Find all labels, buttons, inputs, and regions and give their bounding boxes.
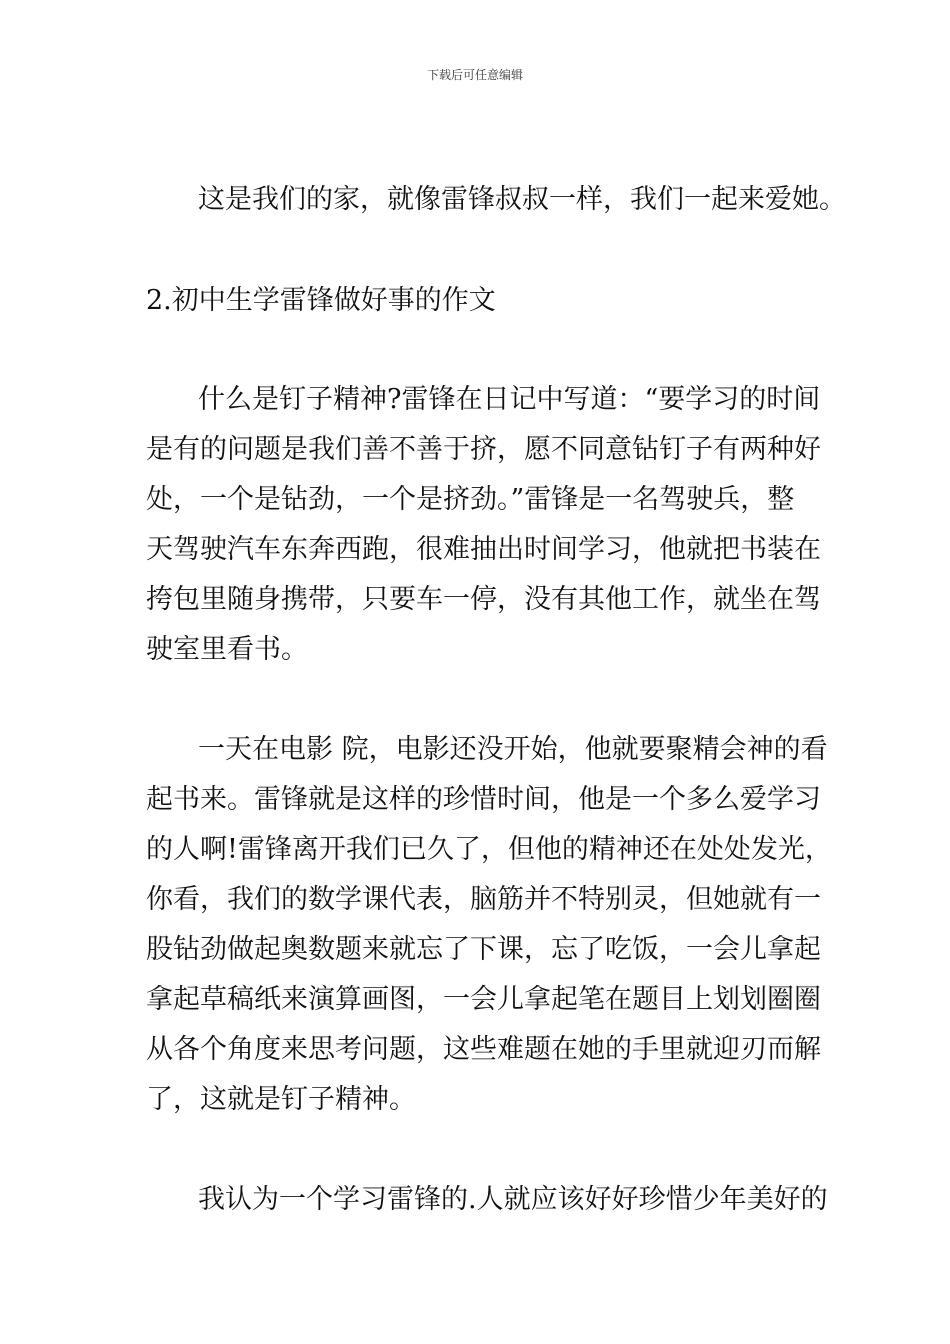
text-line: 驶室里看书。	[146, 634, 308, 665]
header-note: 下载后可任意编辑	[426, 68, 523, 82]
text-line: 是有的问题是我们善不善于挤，愿不同意钻钉子有两种好	[146, 434, 821, 465]
text-line: 拿起草稿纸来演算画图，一会儿拿起笔在题目上划划圈圈	[146, 984, 821, 1015]
text-line: 什么是钉子精神?雷锋在日记中写道：“要学习的时间	[198, 384, 821, 415]
section-heading: 2.初中生学雷锋做好事的作文	[146, 285, 496, 316]
text-line: 的人啊!雷锋离开我们已久了，但他的精神还在处处发光，	[146, 834, 832, 865]
text-line: 了，这就是钉子精神。	[146, 1084, 416, 1115]
text-line: 你看，我们的数学课代表，脑筋并不特别灵，但她就有一	[146, 884, 821, 915]
text-line: 我认为一个学习雷锋的.人就应该好好珍惜少年美好的	[198, 1184, 828, 1215]
text-line: 这是我们的家，就像雷锋叔叔一样，我们一起来爱她。	[198, 184, 846, 215]
text-line: 股钻劲做起奥数题来就忘了下课，忘了吃饭，一会儿拿起	[146, 934, 821, 965]
text-line: 处，一个是钻劲，一个是挤劲。”雷锋是一名驾驶兵，整	[146, 484, 795, 515]
text-line: 一天在电影 院，电影还没开始，他就要聚精会神的看	[198, 734, 828, 765]
text-line: 从各个角度来思考问题，这些难题在她的手里就迎刃而解	[146, 1034, 821, 1065]
text-line: 挎包里随身携带，只要车一停，没有其他工作，就坐在驾	[146, 584, 821, 615]
text-line: 天驾驶汽车东奔西跑，很难抽出时间学习，他就把书装在	[146, 534, 821, 565]
text-line: 起书来。雷锋就是这样的珍惜时间，他是一个多么爱学习	[146, 784, 821, 815]
